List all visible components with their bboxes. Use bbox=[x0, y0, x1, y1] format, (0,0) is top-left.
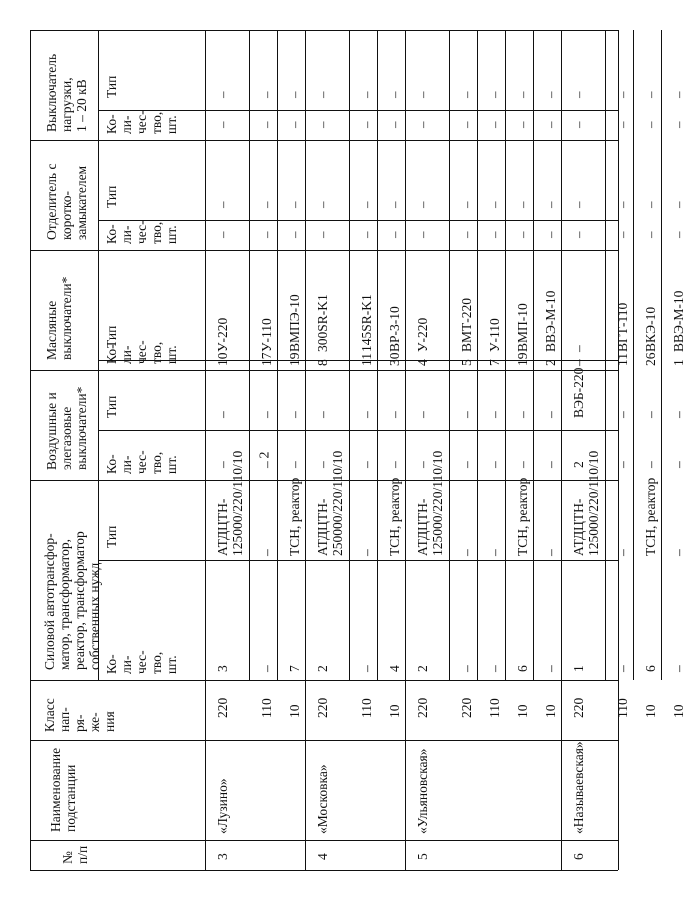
cell-number: 5 bbox=[415, 853, 430, 860]
header-type: Тип bbox=[104, 395, 119, 418]
cell-ls-qty: – bbox=[287, 121, 302, 128]
cell-ls-type: – bbox=[487, 91, 502, 98]
cell-ls-type: – bbox=[215, 91, 230, 98]
cell-sep-qty: – bbox=[359, 231, 374, 238]
subcolumn-separator bbox=[98, 560, 618, 561]
cell-substation-name: «Лузино» bbox=[215, 778, 230, 834]
cell-air-qty: – bbox=[287, 461, 302, 468]
cell-sep-type: – bbox=[487, 201, 502, 208]
cell-ls-type: – bbox=[543, 91, 558, 98]
cell-sep-type: – bbox=[543, 201, 558, 208]
cell-air-type: – bbox=[215, 411, 230, 418]
cell-air-qty: 2 bbox=[571, 461, 586, 468]
cell-air-qty: – bbox=[515, 461, 530, 468]
cell-ls-qty: – bbox=[415, 121, 430, 128]
cell-ls-qty: – bbox=[671, 121, 686, 128]
cell-ls-qty: – bbox=[215, 121, 230, 128]
row-separator bbox=[449, 30, 450, 680]
cell-air-type: – bbox=[259, 411, 274, 418]
cell-voltage: 10 bbox=[671, 704, 686, 718]
cell-air-qty: – bbox=[643, 461, 658, 468]
cell-voltage: 220 bbox=[415, 697, 430, 718]
page-number: 2 bbox=[257, 451, 273, 459]
cell-ls-qty: – bbox=[259, 121, 274, 128]
cell-transformer-type: – bbox=[459, 549, 474, 556]
cell-ls-type: – bbox=[643, 91, 658, 98]
cell-air-type: – bbox=[487, 411, 502, 418]
cell-oil-type: ВР-3-10 bbox=[387, 306, 402, 352]
cell-voltage: 10 bbox=[515, 704, 530, 718]
column-separator bbox=[30, 250, 618, 251]
cell-transformer-type: – bbox=[359, 549, 374, 556]
cell-voltage: 10 bbox=[287, 704, 302, 718]
cell-air-qty: – bbox=[359, 461, 374, 468]
cell-ls-type: – bbox=[571, 91, 586, 98]
cell-sep-type: – bbox=[315, 201, 330, 208]
cell-oil-qty: 8 bbox=[315, 359, 330, 366]
table-border-right bbox=[618, 30, 619, 870]
header-transformer: Силовой автотрансфор- матор, трансформатор, реактор, трансформатор собственных нужд bbox=[42, 531, 102, 670]
cell-oil-qty: 30 bbox=[387, 352, 402, 366]
cell-oil-type: ВМТ-220 bbox=[459, 298, 474, 352]
column-separator bbox=[30, 740, 618, 741]
header-type: Тип bbox=[104, 185, 119, 208]
header-separator: Отделитель с коротко- замыкателем bbox=[44, 163, 89, 240]
cell-transformer-qty: 4 bbox=[387, 665, 402, 672]
cell-sep-qty: – bbox=[215, 231, 230, 238]
header-voltage-class: Класс нап- ря- же- ния bbox=[42, 698, 117, 732]
cell-oil-type: ВКЭ-10 bbox=[643, 306, 658, 352]
header-type: Тип bbox=[104, 325, 119, 348]
header-qty: Ко- ли- чес- тво, шт. bbox=[104, 220, 179, 244]
cell-ls-qty: – bbox=[315, 121, 330, 128]
table-border-bottom bbox=[30, 870, 618, 871]
header-oil-breakers: Масляные выключатели* bbox=[44, 276, 74, 360]
cell-air-type: ВЭБ-220 bbox=[571, 367, 586, 418]
cell-number: 6 bbox=[571, 853, 586, 860]
header-qty: Ко- ли- чес- тво, шт. bbox=[104, 650, 179, 674]
cell-transformer-type: ТСН, реактор bbox=[387, 477, 402, 556]
cell-oil-qty: – bbox=[571, 359, 586, 366]
cell-sep-qty: – bbox=[615, 231, 630, 238]
cell-sep-type: – bbox=[215, 201, 230, 208]
cell-oil-qty: 17 bbox=[259, 352, 274, 366]
cell-voltage: 110 bbox=[359, 698, 374, 718]
cell-air-qty: – bbox=[387, 461, 402, 468]
cell-transformer-type: – bbox=[259, 549, 274, 556]
cell-voltage: 220 bbox=[571, 697, 586, 718]
cell-sep-qty: – bbox=[315, 231, 330, 238]
cell-sep-qty: – bbox=[671, 231, 686, 238]
cell-transformer-type: – bbox=[487, 549, 502, 556]
cell-oil-type: ВМПЭ-10 bbox=[287, 294, 302, 352]
cell-transformer-qty: 1 bbox=[571, 665, 586, 672]
cell-voltage: 220 bbox=[459, 697, 474, 718]
cell-transformer-qty: 6 bbox=[643, 665, 658, 672]
cell-sep-qty: – bbox=[571, 231, 586, 238]
cell-voltage: 220 bbox=[315, 697, 330, 718]
cell-air-qty: – bbox=[671, 461, 686, 468]
cell-substation-name: «Московка» bbox=[315, 764, 330, 834]
header-qty: Ко- ли- чес- тво, шт. bbox=[104, 450, 179, 474]
column-separator bbox=[30, 840, 618, 841]
cell-sep-type: – bbox=[287, 201, 302, 208]
cell-sep-qty: – bbox=[415, 231, 430, 238]
cell-number: 4 bbox=[315, 853, 330, 860]
cell-voltage: 10 bbox=[387, 704, 402, 718]
header-qty: Ко- ли- чес- тво, шт. bbox=[104, 340, 179, 364]
cell-ls-qty: – bbox=[487, 121, 502, 128]
cell-ls-qty: – bbox=[387, 121, 402, 128]
cell-transformer-type: АТДЦТН- 250000/220/110/10 bbox=[315, 450, 345, 556]
header-type: Тип bbox=[104, 75, 119, 98]
cell-sep-qty: – bbox=[643, 231, 658, 238]
cell-transformer-type: АТДЦТН- 125000/220/110/10 bbox=[215, 450, 245, 556]
row-separator bbox=[633, 30, 634, 680]
cell-air-qty: – bbox=[315, 461, 330, 468]
cell-number: 3 bbox=[215, 853, 230, 860]
cell-oil-type: ВМП-10 bbox=[515, 303, 530, 352]
cell-voltage: 220 bbox=[215, 697, 230, 718]
row-separator bbox=[661, 30, 662, 680]
cell-transformer-type: ТСН, реактор bbox=[287, 477, 302, 556]
cell-sep-qty: – bbox=[287, 231, 302, 238]
column-separator bbox=[30, 680, 618, 681]
column-separator bbox=[30, 140, 618, 141]
cell-air-qty: – bbox=[615, 461, 630, 468]
group-separator bbox=[305, 30, 306, 870]
cell-oil-type: У-220 bbox=[415, 317, 430, 352]
cell-transformer-qty: 7 bbox=[287, 665, 302, 672]
cell-ls-qty: – bbox=[615, 121, 630, 128]
cell-sep-type: – bbox=[615, 201, 630, 208]
cell-transformer-type: – bbox=[671, 549, 686, 556]
cell-ls-type: – bbox=[387, 91, 402, 98]
row-separator bbox=[277, 30, 278, 680]
cell-transformer-qty: – bbox=[259, 665, 274, 672]
group-separator bbox=[561, 30, 562, 870]
cell-oil-type: ВГТ-110 bbox=[615, 302, 630, 352]
cell-air-qty: – bbox=[543, 461, 558, 468]
cell-ls-qty: – bbox=[643, 121, 658, 128]
cell-sep-qty: – bbox=[487, 231, 502, 238]
cell-sep-qty: – bbox=[459, 231, 474, 238]
cell-sep-type: – bbox=[459, 201, 474, 208]
cell-sep-qty: – bbox=[543, 231, 558, 238]
cell-sep-type: – bbox=[671, 201, 686, 208]
header-bottom-rule bbox=[205, 30, 206, 870]
cell-transformer-qty: – bbox=[359, 665, 374, 672]
cell-oil-qty: 11 bbox=[615, 353, 630, 366]
cell-oil-type: – bbox=[571, 345, 586, 352]
cell-sep-type: – bbox=[515, 201, 530, 208]
cell-ls-qty: – bbox=[543, 121, 558, 128]
header-air-breakers: Воздушные и элегазовые выключатели* bbox=[44, 386, 89, 470]
cell-transformer-qty: – bbox=[459, 665, 474, 672]
cell-oil-type: У-110 bbox=[487, 318, 502, 352]
cell-substation-name: «Называевская» bbox=[571, 741, 586, 834]
cell-oil-qty: 19 bbox=[287, 352, 302, 366]
cell-sep-type: – bbox=[359, 201, 374, 208]
cell-air-qty: – bbox=[415, 461, 430, 468]
cell-oil-qty: 26 bbox=[643, 352, 658, 366]
table-border-top bbox=[30, 30, 618, 31]
cell-oil-qty: 10 bbox=[215, 352, 230, 366]
cell-voltage: 110 bbox=[615, 698, 630, 718]
cell-ls-qty: – bbox=[359, 121, 374, 128]
cell-ls-type: – bbox=[671, 91, 686, 98]
cell-air-type: – bbox=[315, 411, 330, 418]
cell-sep-qty: – bbox=[259, 231, 274, 238]
cell-transformer-type: – bbox=[543, 549, 558, 556]
header-load-switch: Выключатель нагрузки, 1 – 20 кВ bbox=[44, 53, 89, 132]
cell-sep-qty: – bbox=[515, 231, 530, 238]
cell-oil-qty: 5 bbox=[459, 359, 474, 366]
cell-oil-type: У-220 bbox=[215, 317, 230, 352]
cell-transformer-qty: – bbox=[615, 665, 630, 672]
cell-air-qty: – bbox=[487, 461, 502, 468]
column-separator bbox=[30, 370, 618, 371]
cell-sep-qty: – bbox=[387, 231, 402, 238]
cell-oil-type: ВВЭ-М-10 bbox=[543, 290, 558, 352]
cell-air-type: – bbox=[543, 411, 558, 418]
cell-transformer-qty: – bbox=[487, 665, 502, 672]
row-separator bbox=[605, 30, 606, 680]
row-separator bbox=[249, 30, 250, 680]
header-qty: Ко- ли- чес- тво, шт. bbox=[104, 110, 179, 134]
cell-oil-qty: 7 bbox=[487, 359, 502, 366]
cell-transformer-type: ТСН, реактор bbox=[643, 477, 658, 556]
cell-oil-qty: 19 bbox=[515, 352, 530, 366]
cell-transformer-type: ТСН, реактор bbox=[515, 477, 530, 556]
cell-transformer-type: АТДЦТН- 125000/220/110/10 bbox=[571, 450, 601, 556]
row-separator bbox=[349, 30, 350, 680]
cell-transformer-qty: 6 bbox=[515, 665, 530, 672]
cell-ls-type: – bbox=[415, 91, 430, 98]
cell-ls-type: – bbox=[315, 91, 330, 98]
cell-ls-type: – bbox=[259, 91, 274, 98]
group-separator bbox=[405, 30, 406, 870]
cell-sep-type: – bbox=[571, 201, 586, 208]
cell-transformer-qty: – bbox=[543, 665, 558, 672]
cell-oil-qty: 1 bbox=[671, 359, 686, 366]
cell-transformer-type: АТДЦТН- 125000/220/110/10 bbox=[415, 450, 445, 556]
header-type: Тип bbox=[104, 525, 119, 548]
cell-air-type: – bbox=[287, 411, 302, 418]
row-separator bbox=[477, 30, 478, 680]
table-border-left bbox=[30, 30, 31, 870]
header-substation-name: Наименование подстанции bbox=[48, 747, 78, 832]
cell-air-type: – bbox=[615, 411, 630, 418]
cell-air-type: – bbox=[359, 411, 374, 418]
cell-air-type: – bbox=[643, 411, 658, 418]
cell-voltage: 110 bbox=[487, 698, 502, 718]
cell-air-type: – bbox=[671, 411, 686, 418]
cell-oil-qty: 11 bbox=[359, 353, 374, 366]
header-number: № п/п bbox=[60, 845, 90, 864]
cell-air-type: – bbox=[459, 411, 474, 418]
row-separator bbox=[533, 30, 534, 680]
cell-oil-type: 300SR-K1 bbox=[315, 294, 330, 352]
row-separator bbox=[377, 30, 378, 680]
cell-oil-qty: 4 bbox=[415, 359, 430, 366]
cell-oil-type: ВВЭ-М-10 bbox=[671, 290, 686, 352]
cell-oil-qty: 2 bbox=[543, 359, 558, 366]
cell-air-qty: – bbox=[459, 461, 474, 468]
cell-sep-type: – bbox=[415, 201, 430, 208]
cell-ls-type: – bbox=[515, 91, 530, 98]
cell-transformer-qty: 2 bbox=[415, 665, 430, 672]
cell-voltage: 110 bbox=[259, 698, 274, 718]
cell-transformer-type: – bbox=[615, 549, 630, 556]
row-separator bbox=[505, 30, 506, 680]
cell-substation-name: «Ульяновская» bbox=[415, 748, 430, 834]
cell-oil-type: 145SR-K1 bbox=[359, 294, 374, 352]
cell-voltage: 10 bbox=[643, 704, 658, 718]
cell-air-qty: – bbox=[215, 461, 230, 468]
cell-sep-type: – bbox=[387, 201, 402, 208]
cell-ls-qty: – bbox=[459, 121, 474, 128]
cell-ls-type: – bbox=[287, 91, 302, 98]
cell-transformer-qty: 3 bbox=[215, 665, 230, 672]
cell-ls-qty: – bbox=[515, 121, 530, 128]
cell-air-type: – bbox=[515, 411, 530, 418]
cell-sep-type: – bbox=[643, 201, 658, 208]
cell-air-type: – bbox=[387, 411, 402, 418]
cell-air-type: – bbox=[415, 411, 430, 418]
cell-voltage: 10 bbox=[543, 704, 558, 718]
cell-ls-type: – bbox=[459, 91, 474, 98]
cell-ls-type: – bbox=[615, 91, 630, 98]
cell-transformer-qty: – bbox=[671, 665, 686, 672]
subcolumn-separator bbox=[98, 430, 618, 431]
cell-sep-type: – bbox=[259, 201, 274, 208]
cell-ls-qty: – bbox=[571, 121, 586, 128]
cell-transformer-qty: 2 bbox=[315, 665, 330, 672]
cell-ls-type: – bbox=[359, 91, 374, 98]
cell-oil-type: У-110 bbox=[259, 318, 274, 352]
cell-air-qty: – bbox=[259, 461, 274, 468]
